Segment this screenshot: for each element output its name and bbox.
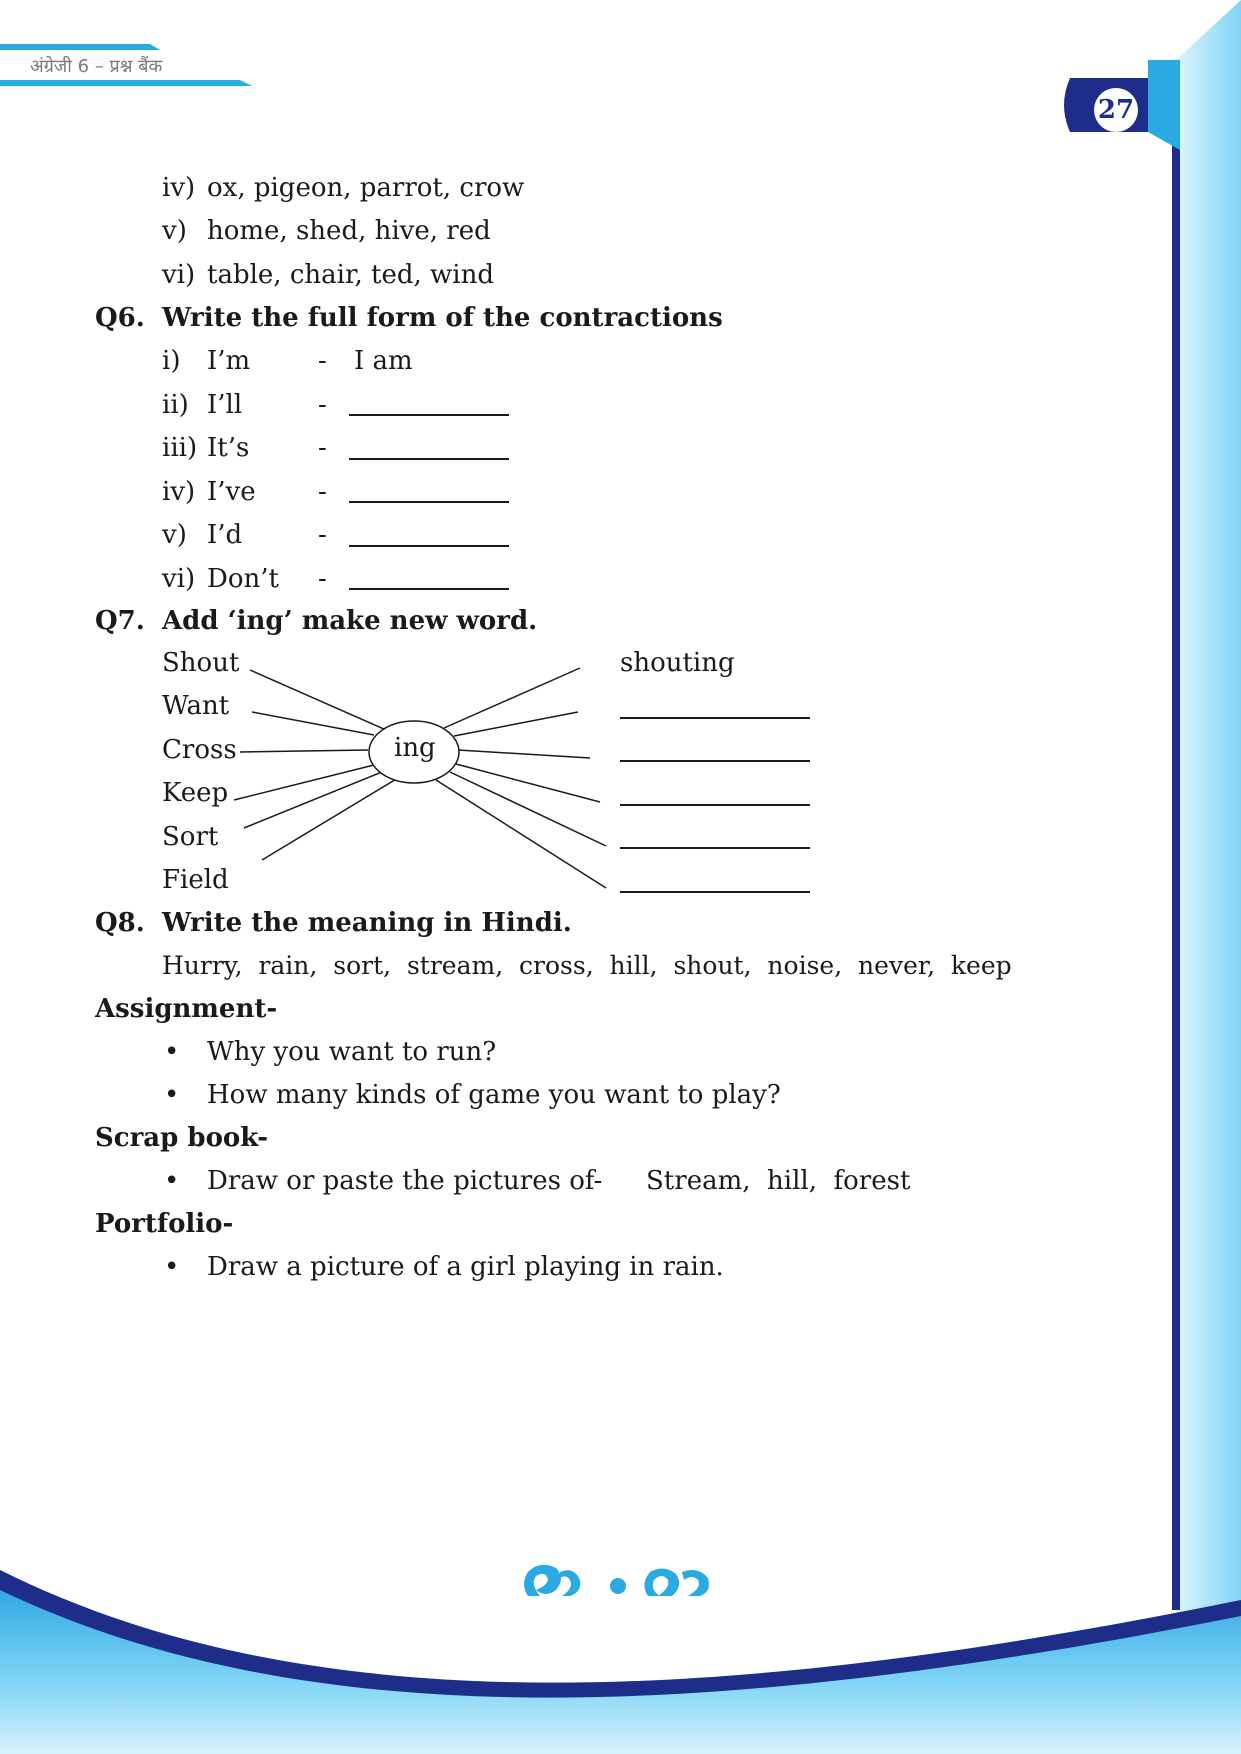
answer-blank[interactable] (620, 891, 810, 893)
bullet-icon: • (164, 1037, 180, 1067)
question-title: Add ‘ing’ make new word. (162, 606, 538, 636)
base-word: Cross (162, 735, 237, 765)
contraction-word: I’ll (207, 390, 243, 420)
assignment-item: Why you want to run? (207, 1037, 497, 1067)
section-title-portfolio: Portfolio- (95, 1209, 234, 1239)
bullet-icon: • (164, 1080, 180, 1110)
section-title-scrapbook: Scrap book- (95, 1123, 268, 1153)
question-title: Write the meaning in Hindi. (162, 908, 572, 938)
list-number: v) (162, 216, 187, 246)
scrapbook-topics: Stream, hill, forest (646, 1166, 911, 1196)
answer-blank[interactable] (620, 760, 810, 762)
list-number: iii) (162, 433, 198, 463)
contraction-word: Don’t (207, 564, 279, 594)
question-title: Write the full form of the contractions (162, 303, 723, 333)
scrapbook-item: Draw or paste the pictures of- (207, 1166, 603, 1196)
assignment-item: How many kinds of game you want to play? (207, 1080, 781, 1110)
base-word: Field (162, 865, 229, 895)
question-number: Q7. (95, 606, 145, 636)
answer-word: shouting (620, 648, 735, 678)
connector-line (240, 750, 368, 752)
answer-blank[interactable] (620, 717, 810, 719)
connector-line (262, 778, 398, 860)
list-number: vi) (162, 260, 196, 290)
question-number: Q8. (95, 908, 145, 938)
list-number: v) (162, 520, 187, 550)
connector-line (458, 750, 590, 758)
section-title-assignment: Assignment- (95, 994, 278, 1024)
list-item-text: ox, pigeon, parrot, crow (207, 173, 525, 203)
base-word: Sort (162, 822, 219, 852)
dash: - (318, 346, 327, 376)
answer-blank[interactable] (620, 804, 810, 806)
list-number: iv) (162, 173, 196, 203)
hindi-meaning-words: Hurry, rain, sort, stream, cross, hill, shout, noise, never, keep (162, 951, 1012, 980)
dash: - (318, 477, 327, 507)
question-number: Q6. (95, 303, 145, 333)
bullet-icon: • (164, 1252, 180, 1282)
list-number: vi) (162, 564, 196, 594)
dash: - (318, 433, 327, 463)
ing-label: ing (394, 733, 436, 763)
dash: - (318, 564, 327, 594)
contraction-word: I’d (207, 520, 243, 550)
contraction-word: I’ve (207, 477, 256, 507)
list-item-text: home, shed, hive, red (207, 216, 491, 246)
page-number: 27 (1094, 88, 1138, 132)
connector-line (252, 712, 374, 735)
base-word: Keep (162, 778, 229, 808)
connector-line (234, 765, 374, 800)
connector-line (444, 668, 580, 728)
connector-line (456, 764, 600, 802)
connector-line (250, 670, 386, 730)
portfolio-item: Draw a picture of a girl playing in rain. (207, 1252, 724, 1282)
dash: - (318, 520, 327, 550)
list-number: iv) (162, 477, 196, 507)
base-word: Shout (162, 648, 240, 678)
contraction-word: It’s (207, 433, 250, 463)
list-number: ii) (162, 390, 189, 420)
answer-blank[interactable] (620, 847, 810, 849)
bullet-icon: • (164, 1166, 180, 1196)
dash: - (318, 390, 327, 420)
list-number: i) (162, 346, 181, 376)
contraction-word: I’m (207, 346, 251, 376)
header-title: अंग्रेजी 6 – प्रश्न बैंक (30, 56, 163, 77)
base-word: Want (162, 691, 230, 721)
list-item-text: table, chair, ted, wind (207, 260, 495, 290)
full-form-answer: I am (354, 346, 413, 376)
